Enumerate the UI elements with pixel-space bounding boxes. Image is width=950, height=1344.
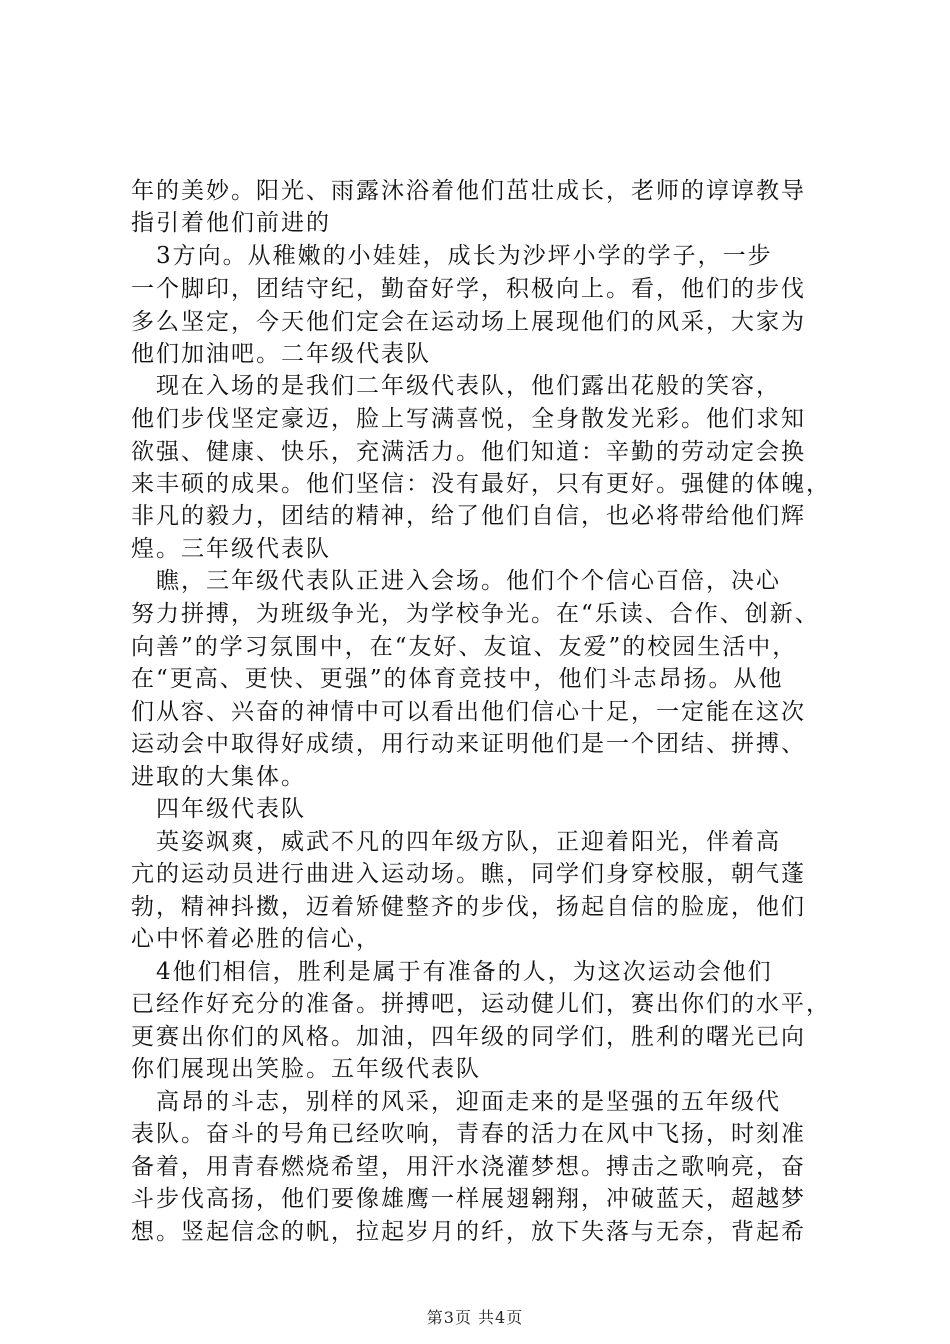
text-line: 想。竖起信念的帆，拉起岁月的纤，放下失落与无奈，背起希 xyxy=(131,1219,806,1245)
text-line: 斗步伐高扬，他们要像雄鹰一样展翅翱翔，冲破蓝天，超越梦 xyxy=(131,1186,806,1212)
text-line: 非凡的毅力，团结的精神，给了他们自信，也必将带给他们辉 xyxy=(131,503,806,529)
text-line: 你们展现出笑脸。五年级代表队 xyxy=(131,1056,481,1082)
text-line: 勃，精神抖擞，迈着矫健整齐的步伐，扬起自信的脸庞，他们 xyxy=(131,894,806,920)
text-line: 现在入场的是我们二年级代表队，他们露出花般的笑容， xyxy=(131,373,781,399)
text-line: 在“更高、更快、更强”的体育竞技中，他们斗志昂扬。从他 xyxy=(131,666,784,692)
text-line: 努力拼搏，为班级争光，为学校争光。在“乐读、合作、创新、 xyxy=(131,601,820,627)
text-line: 年的美妙。阳光、雨露沐浴着他们茁壮成长，老师的谆谆教导 xyxy=(131,178,806,204)
text-line: 多么坚定，今天他们定会在运动场上展现他们的风采，大家为 xyxy=(131,309,806,335)
text-line: 他们加油吧。二年级代表队 xyxy=(131,341,431,367)
text-line: 更赛出你们的风格。加油，四年级的同学们，胜利的曙光已向 xyxy=(131,1024,806,1050)
text-line: 英姿飒爽，威武不凡的四年级方队，正迎着阳光，伴着高 xyxy=(131,829,781,855)
text-line: 亢的运动员进行曲进入运动场。瞧，同学们身穿校服，朝气蓬 xyxy=(131,861,806,887)
text-line: 表队。奋斗的号角已经吹响，青春的活力在风中飞扬，时刻准 xyxy=(131,1121,806,1147)
text-line: 高昂的斗志，别样的风采，迎面走来的是坚强的五年级代 xyxy=(131,1089,781,1115)
text-line: 们从容、兴奋的神情中可以看出他们信心十足，一定能在这次 xyxy=(131,699,806,725)
text-line: 指引着他们前进的 xyxy=(131,210,331,236)
text-line: 煌。三年级代表队 xyxy=(131,536,331,562)
text-line: 一个脚印，团结守纪，勤奋好学，积极向上。看，他们的步伐 xyxy=(131,276,806,302)
text-line: 已经作好充分的准备。拼搏吧，运动健儿们，赛出你们的水平， xyxy=(131,991,831,1017)
text-line: 四年级代表队 xyxy=(131,796,306,822)
page-footer: 第3页 共4页 xyxy=(426,1308,524,1327)
text-line: 运动会中取得好成绩，用行动来证明他们是一个团结、拼搏、 xyxy=(131,731,806,757)
text-line: 向善”的学习氛围中，在“友好、友谊、友爱”的校园生活中， xyxy=(131,634,798,660)
text-line: 3方向。从稚嫩的小娃娃，成长为沙坪小学的学子，一步 xyxy=(131,243,773,269)
text-line: 瞧，三年级代表队正进入会场。他们个个信心百倍，决心 xyxy=(131,568,781,594)
text-line: 心中怀着必胜的信心， xyxy=(131,926,381,952)
text-line: 备着，用青春燃烧希望，用汗水浇灌梦想。搏击之歌响亮，奋 xyxy=(131,1154,806,1180)
text-line: 他们步伐坚定豪迈，脸上写满喜悦，全身散发光彩。他们求知 xyxy=(131,406,806,432)
text-line: 4他们相信，胜利是属于有准备的人，为这次运动会他们 xyxy=(131,959,773,985)
text-line: 进取的大集体。 xyxy=(131,764,306,790)
text-line: 来丰硕的成果。他们坚信：没有最好，只有更好。强健的体魄， xyxy=(131,471,831,497)
text-line: 欲强、健康、快乐，充满活力。他们知道：辛勤的劳动定会换 xyxy=(131,439,806,465)
